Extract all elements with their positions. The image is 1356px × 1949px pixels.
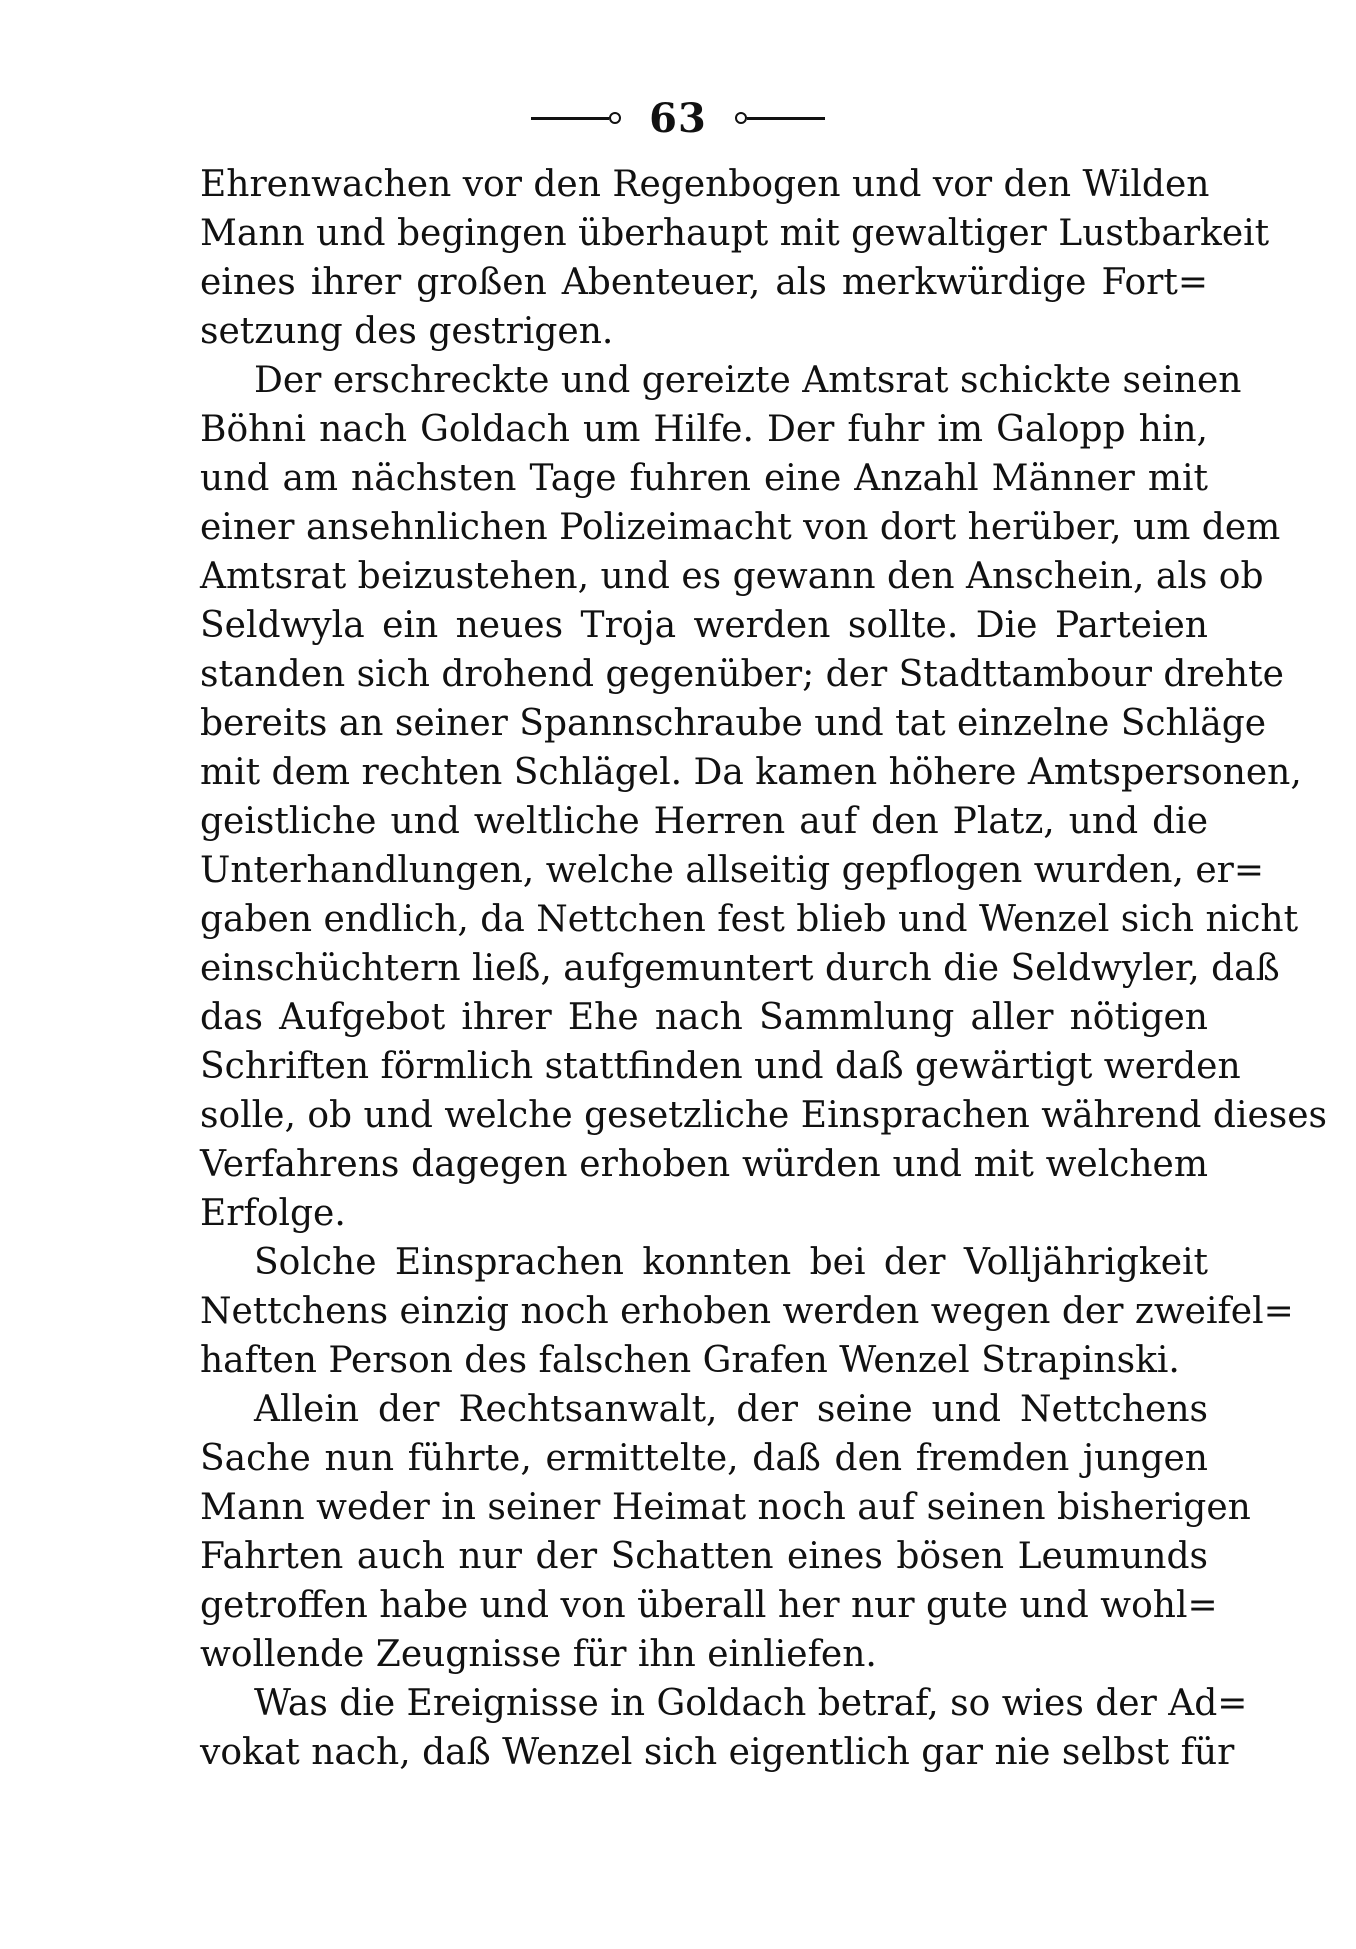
text-line: mit dem rechten Schlägel. Da kamen höhere Amtspersonen,: [200, 752, 1302, 793]
text-line: Erfolge.: [200, 1193, 346, 1234]
text-line: getroffen habe und von überall her nur gute und wohl=: [200, 1585, 1218, 1626]
text-line: vokat nach, daß Wenzel sich eigentlich gar nie selbst für: [200, 1732, 1235, 1773]
text-line: Nettchens einzig noch erhoben werden wegen der zweifel=: [200, 1291, 1294, 1332]
paragraph-5: [200, 1679, 1248, 1777]
text-line: das Aufgebot ihrer Ehe nach Sammlung aller nötigen: [200, 997, 1208, 1038]
header-rule-right: [735, 112, 825, 124]
text-line: solle, ob und welche gesetzliche Einsprachen während dieses: [200, 1095, 1328, 1136]
text-line: bereits an seiner Spannschraube und tat einzelne Schläge: [200, 703, 1267, 744]
text-line: Ehrenwachen vor den Regenbogen und vor den Wilden: [200, 164, 1210, 205]
text-line: Solche Einsprachen konnten bei der Volljährigkeit: [254, 1242, 1208, 1283]
text-line: Was die Ereignisse in Goldach betraf, so wies der Ad=: [254, 1683, 1248, 1724]
text-line: Amtsrat beizustehen, und es gewann den Anschein, als ob: [200, 556, 1264, 597]
text-line: standen sich drohend gegenüber; der Stadttambour drehte: [200, 654, 1284, 695]
paragraph-3: [200, 1238, 1294, 1385]
text-line: setzung des gestrigen.: [200, 311, 614, 352]
text-line: geistliche und weltliche Herren auf den Platz, und die: [200, 801, 1208, 842]
text-line: Unterhandlungen, welche allseitig gepflogen wurden, er=: [200, 850, 1265, 891]
body-text: [200, 160, 1328, 1777]
header-rule-left: [531, 112, 621, 124]
paragraph-1: [200, 160, 1270, 356]
rule-ring: [735, 112, 747, 124]
text-line: Fahrten auch nur der Schatten eines bösen Leumunds: [200, 1536, 1208, 1577]
rule-line: [531, 117, 609, 120]
text-line: Allein der Rechtsanwalt, der seine und Nettchens: [254, 1389, 1208, 1430]
text-line: einschüchtern ließ, aufgemuntert durch die Seldwyler, daß: [200, 948, 1280, 989]
text-line: Verfahrens dagegen erhoben würden und mit welchem: [200, 1144, 1208, 1185]
text-line: wollende Zeugnisse für ihn einliefen.: [200, 1634, 877, 1675]
text-line: und am nächsten Tage fuhren eine Anzahl Männer mit: [200, 458, 1208, 499]
rule-line: [747, 117, 825, 120]
text-line: Mann und begingen überhaupt mit gewaltiger Lustbarkeit: [200, 213, 1270, 254]
text-line: Der erschreckte und gereizte Amtsrat schickte seinen: [254, 360, 1242, 401]
text-line: eines ihrer großen Abenteuer, als merkwürdige Fort=: [200, 262, 1208, 303]
text-line: Schriften förmlich stattfinden und daß gewärtigt werden: [200, 1046, 1241, 1087]
paragraph-2: [200, 356, 1328, 1238]
page-number: 63: [649, 94, 707, 142]
paragraph-4: [200, 1385, 1251, 1679]
text-line: Seldwyla ein neues Troja werden sollte. Die Parteien: [200, 605, 1208, 646]
text-line: Sache nun führte, ermittelte, daß den fremden jungen: [200, 1438, 1208, 1479]
text-line: Mann weder in seiner Heimat noch auf seinen bisherigen: [200, 1487, 1251, 1528]
text-line: Böhni nach Goldach um Hilfe. Der fuhr im Galopp hin,: [200, 409, 1208, 450]
text-line: gaben endlich, da Nettchen fest blieb und Wenzel sich nicht: [200, 899, 1299, 940]
page-header: [0, 92, 1356, 144]
text-line: einer ansehnlichen Polizeimacht von dort herüber, um dem: [200, 507, 1281, 548]
text-line: haften Person des falschen Grafen Wenzel Strapinski.: [200, 1340, 1180, 1381]
rule-ring: [609, 112, 621, 124]
